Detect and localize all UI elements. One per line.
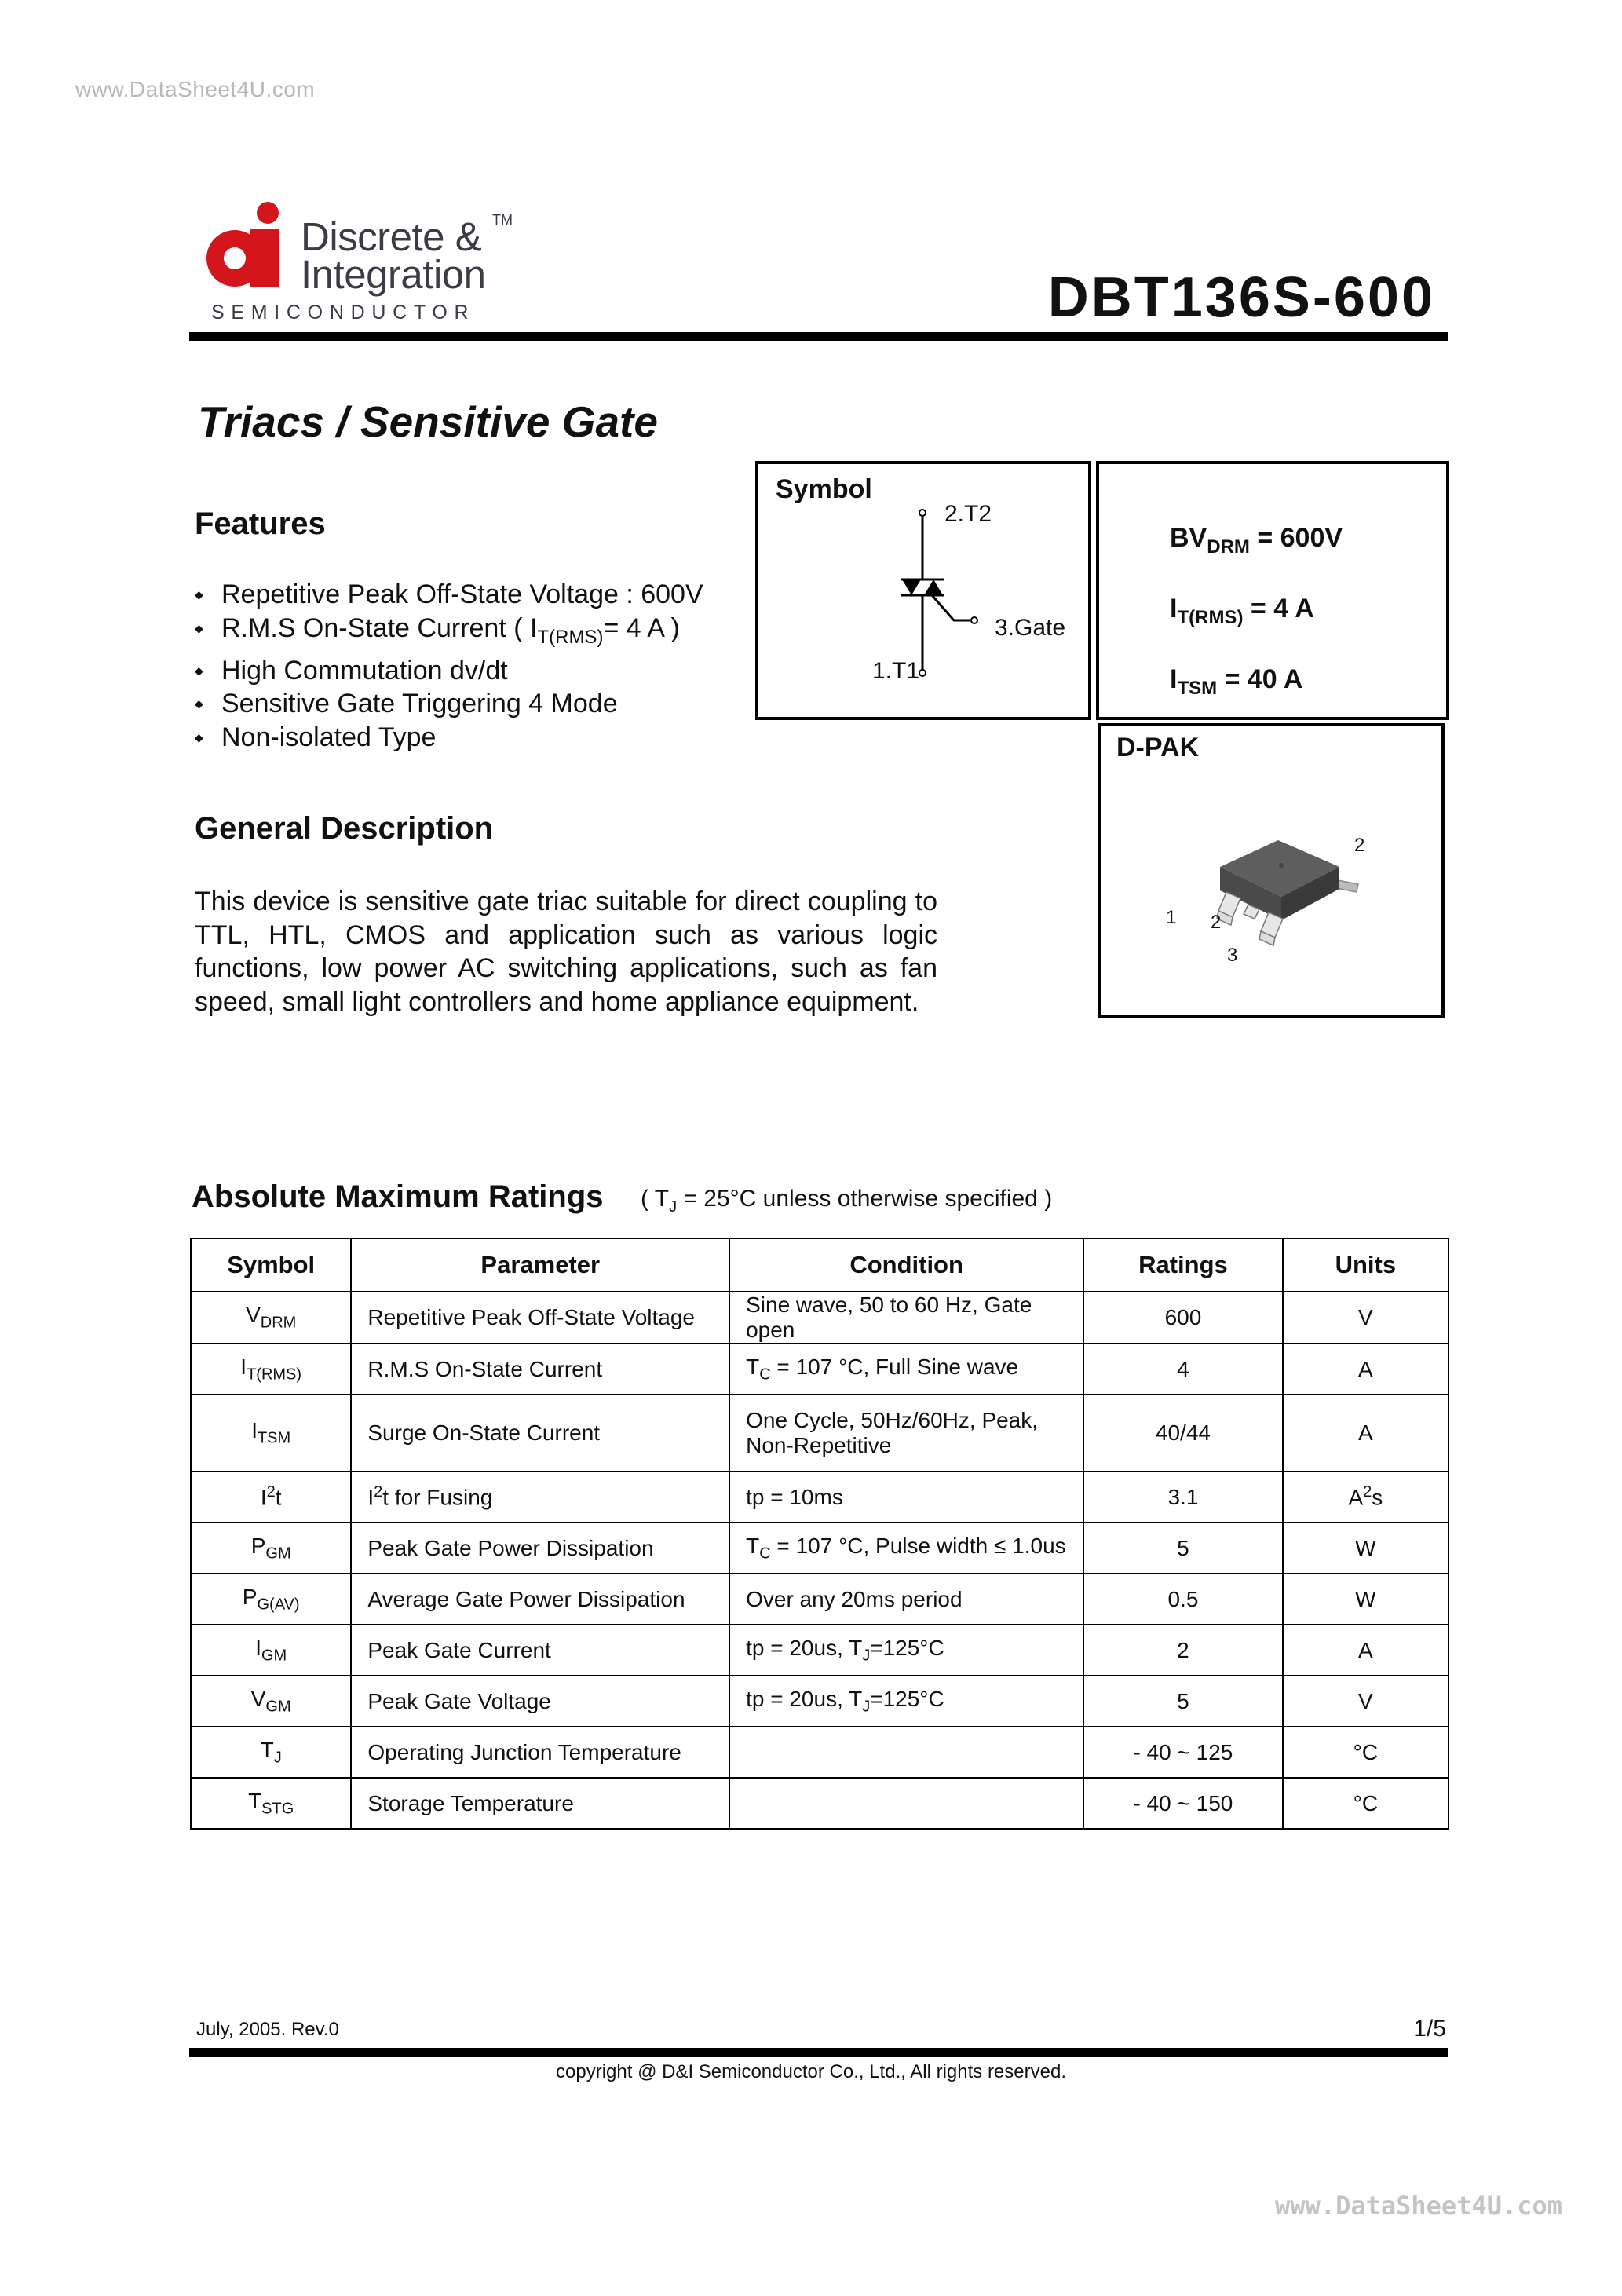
table-row bbox=[191, 1574, 1448, 1625]
cell-symbol: $T_J$ bbox=[191, 1727, 351, 1778]
page-number: 1/5 bbox=[1413, 2016, 1446, 2042]
watermark-top: www.DataSheet4U.com bbox=[75, 77, 316, 101]
cell-unit: A bbox=[1283, 1395, 1448, 1472]
amr-note: ( $T_J = 25^\circ C$ unless otherwise specified ) bbox=[641, 1186, 1053, 1216]
table-row bbox=[191, 1727, 1448, 1778]
cell-parameter: Operating Junction Temperature bbox=[351, 1727, 729, 1778]
key-rating-itrms: $I_{T(RMS)} = 4$ A bbox=[1170, 593, 1314, 628]
amr-heading: Absolute Maximum Ratings bbox=[192, 1179, 604, 1214]
cell-condition: tp = 20us, $T_J=125^\circ C$ bbox=[729, 1676, 1083, 1727]
dpak-package-icon bbox=[1154, 817, 1405, 974]
table-row bbox=[191, 1676, 1448, 1727]
cell-symbol: $I_{TSM}$ bbox=[191, 1395, 351, 1472]
cell-unit: A bbox=[1283, 1625, 1448, 1676]
cell-parameter: Storage Temperature bbox=[351, 1778, 729, 1829]
cell-parameter: Average Gate Power Dissipation bbox=[351, 1574, 729, 1625]
cell-rating: 2 bbox=[1083, 1625, 1283, 1676]
cell-rating: 4 bbox=[1083, 1344, 1283, 1395]
cell-condition: Sine wave, 50 to 60 Hz, Gate open bbox=[729, 1292, 1083, 1344]
symbol-label-t2: 2.T2 bbox=[944, 501, 992, 527]
cell-rating: 600 bbox=[1083, 1292, 1283, 1344]
key-rating-bvdrm: $BV_{DRM} = 600V$ bbox=[1170, 523, 1343, 558]
product-subtitle: Triacs / Sensitive Gate bbox=[198, 397, 658, 446]
cell-parameter: Peak Gate Power Dissipation bbox=[351, 1523, 729, 1574]
cell-unit: W bbox=[1283, 1523, 1448, 1574]
copyright-text: copyright @ D&I Semiconductor Co., Ltd., All rights reserved. bbox=[556, 2061, 1066, 2082]
features-heading: Features bbox=[195, 506, 326, 541]
cell-parameter: Surge On-State Current bbox=[351, 1395, 729, 1472]
key-ratings bbox=[1170, 507, 1343, 718]
cell-rating: 5 bbox=[1083, 1676, 1283, 1727]
general-description-text: This device is sensitive gate triac suitable for direct coupling to TTL, HTL, CMOS and application such as various logic functions, low power AC switching applications, such as fan speed, small light controllers and home appliance equipment. bbox=[195, 887, 937, 1017]
list-item: ◆ High Commutation dv/dt bbox=[195, 654, 703, 688]
watermark-bottom: www.DataSheet4U.com bbox=[1275, 2191, 1563, 2221]
table-row bbox=[191, 1523, 1448, 1574]
logo-text-semiconductor: SEMICONDUCTOR bbox=[211, 302, 476, 324]
col-header-units: Units bbox=[1283, 1238, 1448, 1292]
table-row bbox=[191, 1292, 1448, 1344]
footer-date: July, 2005. Rev.0 bbox=[196, 2019, 339, 2040]
cell-rating: 40/44 bbox=[1083, 1395, 1283, 1472]
features-list bbox=[195, 578, 703, 754]
col-header-symbol: Symbol bbox=[191, 1238, 351, 1292]
package-box-title: D-PAK bbox=[1116, 733, 1200, 762]
logo-text-discrete: Discrete & bbox=[301, 214, 482, 259]
company-logo-mark bbox=[200, 200, 298, 294]
cell-symbol: $P_{GM}$ bbox=[191, 1523, 351, 1574]
list-item: ◆ R.M.S On-State Current ( $I_{T(RMS)}= 4$ A ) bbox=[195, 612, 703, 654]
general-description-heading: General Description bbox=[195, 811, 494, 846]
table-row bbox=[191, 1395, 1448, 1472]
col-header-parameter: Parameter bbox=[351, 1238, 729, 1292]
cell-condition: tp = 10ms bbox=[729, 1472, 1083, 1523]
table-header-row bbox=[191, 1238, 1448, 1292]
key-rating-itsm: $I_{TSM} = 40$ A bbox=[1170, 664, 1303, 699]
cell-parameter: $I^2t$ for Fusing bbox=[351, 1472, 729, 1523]
cell-condition bbox=[729, 1778, 1083, 1829]
cell-symbol: $I_{T(RMS)}$ bbox=[191, 1344, 351, 1395]
cell-symbol: $V_{DRM}$ bbox=[191, 1292, 351, 1344]
table-row bbox=[191, 1625, 1448, 1676]
cell-rating: 0.5 bbox=[1083, 1574, 1283, 1625]
part-number-title: DBT136S-600 bbox=[1047, 266, 1435, 329]
cell-parameter: Peak Gate Current bbox=[351, 1625, 729, 1676]
header-rule bbox=[189, 332, 1448, 341]
cell-symbol: $P_{G(AV)}$ bbox=[191, 1574, 351, 1625]
logo-trademark: TM bbox=[492, 212, 513, 228]
col-header-ratings: Ratings bbox=[1083, 1238, 1283, 1292]
cell-unit: W bbox=[1283, 1574, 1448, 1625]
footer-rule bbox=[189, 2048, 1448, 2057]
cell-condition bbox=[729, 1727, 1083, 1778]
list-item: ◆ Sensitive Gate Triggering 4 Mode bbox=[195, 687, 703, 721]
table-row bbox=[191, 1344, 1448, 1395]
cell-condition: $T_C = 107$ °C, Pulse width ≤ 1.0us bbox=[729, 1523, 1083, 1574]
cell-unit: V bbox=[1283, 1292, 1448, 1344]
cell-parameter: R.M.S On-State Current bbox=[351, 1344, 729, 1395]
cell-unit: $A^2s$ bbox=[1283, 1472, 1448, 1523]
package-label-pin3: 3 bbox=[1227, 945, 1238, 966]
symbol-box-title: Symbol bbox=[776, 474, 872, 504]
package-label-pin1: 1 bbox=[1166, 907, 1177, 928]
cell-unit: A bbox=[1283, 1344, 1448, 1395]
symbol-label-t1: 1.T1 bbox=[872, 658, 920, 684]
logo-text-integration: Integration bbox=[301, 252, 486, 297]
cell-symbol: $V_{GM}$ bbox=[191, 1676, 351, 1727]
cell-symbol: $T_{STG}$ bbox=[191, 1778, 351, 1829]
package-label-tab: 2 bbox=[1354, 835, 1365, 856]
symbol-label-gate: 3.Gate bbox=[995, 615, 1066, 641]
cell-condition: tp = 20us, $T_J=125^\circ C$ bbox=[729, 1625, 1083, 1676]
cell-unit: V bbox=[1283, 1676, 1448, 1727]
cell-unit: °C bbox=[1283, 1727, 1448, 1778]
cell-unit: °C bbox=[1283, 1778, 1448, 1829]
cell-condition: $T_C = 107$ °C, Full Sine wave bbox=[729, 1344, 1083, 1395]
cell-condition: One Cycle, 50Hz/60Hz, Peak, Non-Repetitive bbox=[729, 1395, 1083, 1472]
list-item: ◆ Non-isolated Type bbox=[195, 721, 703, 755]
col-header-condition: Condition bbox=[729, 1238, 1083, 1292]
list-item: ◆ Repetitive Peak Off-State Voltage : 600V bbox=[195, 578, 703, 612]
table-row bbox=[191, 1778, 1448, 1829]
cell-symbol: $I^2t$ bbox=[191, 1472, 351, 1523]
cell-condition: Over any 20ms period bbox=[729, 1574, 1083, 1625]
cell-rating: 3.1 bbox=[1083, 1472, 1283, 1523]
cell-parameter: Peak Gate Voltage bbox=[351, 1676, 729, 1727]
cell-rating: - 40 ~ 125 bbox=[1083, 1727, 1283, 1778]
cell-rating: - 40 ~ 150 bbox=[1083, 1778, 1283, 1829]
cell-parameter: Repetitive Peak Off-State Voltage bbox=[351, 1292, 729, 1344]
cell-rating: 5 bbox=[1083, 1523, 1283, 1574]
ratings-table bbox=[190, 1238, 1449, 1830]
cell-symbol: $I_{GM}$ bbox=[191, 1625, 351, 1676]
table-row bbox=[191, 1472, 1448, 1523]
package-label-pin2: 2 bbox=[1211, 912, 1222, 933]
